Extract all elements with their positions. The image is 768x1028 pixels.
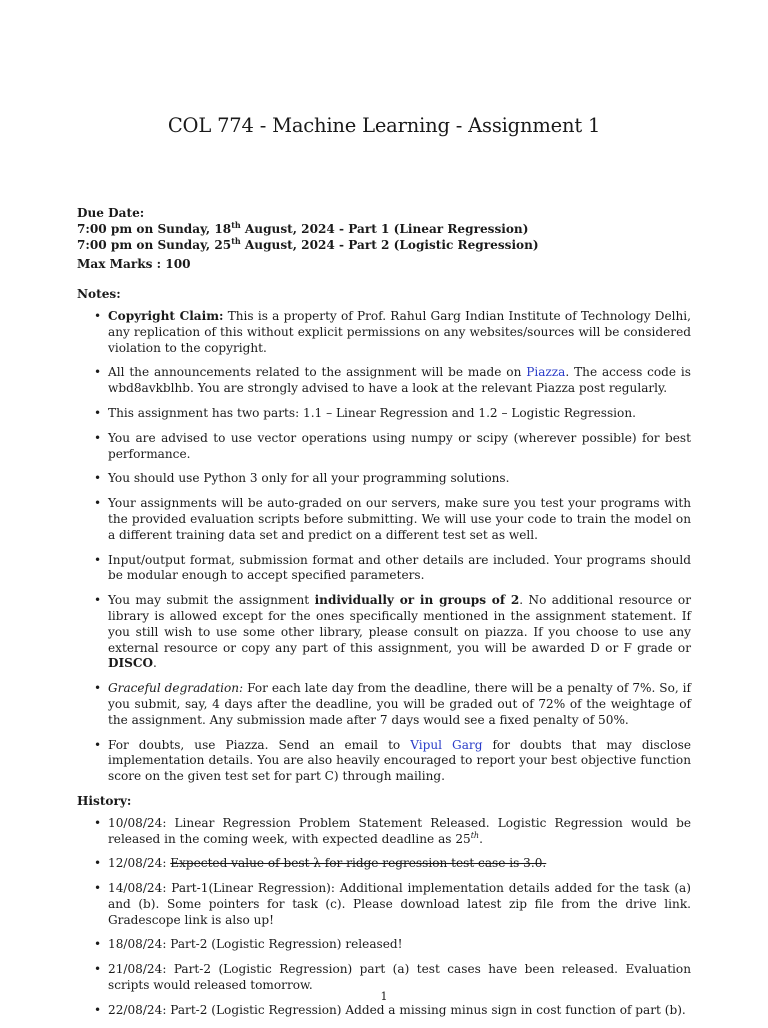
due-part1-ordinal: th	[231, 219, 241, 230]
announcements-text-rest: . The access code is wbd8avkblhb. You are strongly advised to have a look at the relevant Piazza post regularly.	[108, 365, 692, 396]
groups-text-mid: . No additional resource or library is allowed except for the ones specifically mentioned in the assignment statement. If you still wish to use some other library, please consult on piazza. If you choose to use any external resource or copy any part of this assignment, you will be awarded D or F grade or	[108, 593, 691, 655]
due-part2-ordinal: th	[231, 235, 241, 246]
graceful-degradation-label: Graceful degradation:	[108, 681, 244, 696]
doubts-text: For doubts, use Piazza. Send an email to	[108, 737, 411, 752]
history-item	[108, 856, 691, 872]
history-item: • 21/08/24: Part-2 (Logistic Regression) part (a) test cases have been released. Evaluation scripts would released tomorrow.	[108, 962, 691, 994]
copyright-claim-label: Copyright Claim:	[108, 308, 224, 323]
document-body	[77, 206, 691, 1028]
history-item: • 18/08/24: Part-2 (Logistic Regression) released!	[108, 937, 691, 953]
late-penalty-text: For each late day from the deadline, there will be a penalty of 7%. So, if you submit, say, 4 days after the deadline, you will be graded out of 72% of the weightage of the assignment. Any submission made after 7 days would see a fixed penalty of 50%.	[108, 681, 692, 727]
due-date-part2	[77, 235, 691, 254]
note-copyright	[108, 309, 691, 356]
disco-bold: DISCO	[108, 656, 154, 671]
due-part2-rest: August, 2024 - Part 2 (Logistic Regression)	[240, 237, 539, 252]
groups-bold: individually or in groups of 2	[314, 593, 520, 608]
note-doubts	[108, 738, 691, 785]
history-list	[77, 816, 691, 1019]
copyright-claim-text: This is a property of Prof. Rahul Garg Indian Institute of Technology Delhi, any replication of this without explicit permissions on any websites/sources will be considered violation to the copyright.	[108, 308, 691, 355]
history-item: • 22/08/24: Part-2 (Logistic Regression) Added a missing minus sign in cost function of part (b).	[108, 1003, 691, 1019]
due-date-part1	[77, 219, 691, 238]
history-1-text: 10/08/24: Linear Regression Problem Statement Released. Logistic Regression would be released in the coming week, with expected deadline as 25	[108, 815, 691, 846]
note-autograde: • Your assignments will be auto-graded on our servers, make sure you test your programs with the provided evaluation scripts before submitting. We will use your code to train the model on a different training data set and predict on a different test set as well.	[108, 496, 691, 543]
notes-heading: Notes:	[77, 287, 121, 302]
due-part2-text: 7:00 pm on Sunday, 25	[77, 237, 232, 252]
history-item	[108, 816, 691, 848]
note-two-parts: • This assignment has two parts: 1.1 – Linear Regression and 1.2 – Logistic Regression.	[108, 406, 691, 422]
vipul-garg-link[interactable]: Vipul Garg	[410, 737, 483, 752]
history-item: • 14/08/24: Part-1(Linear Regression): Additional implementation details added for the task (a) and (b). Some pointers for task (c). Please download latest zip file from the drive link. Gradescope link is also up!	[108, 881, 691, 928]
notes-list	[77, 309, 691, 785]
note-python3: • You should use Python 3 only for all your programming solutions.	[108, 471, 691, 487]
note-vector-ops: • You are advised to use vector operations using numpy or scipy (wherever possible) for best performance.	[108, 431, 691, 463]
document-title: COL 774 - Machine Learning - Assignment 1	[167, 114, 601, 137]
note-io-format: • Input/output format, submission format and other details are included. Your programs should be modular enough to accept specified parameters.	[108, 553, 691, 585]
note-groups	[108, 593, 691, 672]
due-date-block	[77, 206, 691, 273]
history-1-ordinal: th	[470, 830, 480, 840]
page-number: 1	[380, 990, 388, 1003]
history-2-struck-text: Expected value of best λ for ridge regression test case is 3.0.	[170, 856, 547, 871]
note-announcements	[108, 365, 691, 397]
groups-text: You may submit the assignment	[108, 593, 315, 608]
due-date-label: Due Date:	[77, 206, 145, 220]
piazza-link[interactable]: Piazza	[526, 365, 566, 380]
due-part1-rest: August, 2024 - Part 1 (Linear Regression)	[240, 221, 529, 236]
announcements-text: All the announcements related to the assignment will be made on	[108, 365, 527, 380]
max-marks: Max Marks : 100	[77, 257, 191, 272]
due-part1-text: 7:00 pm on Sunday, 18	[77, 221, 232, 236]
doubts-text-rest: for doubts that may disclose implementation details. You are also heavily encouraged to report your best objective function score on the given test set for part C) through mailing.	[108, 737, 692, 784]
history-2-date: 12/08/24:	[108, 856, 171, 871]
history-heading: History:	[77, 793, 132, 808]
groups-text-end: .	[153, 656, 157, 671]
note-late-penalty	[108, 681, 691, 728]
history-1-end: .	[479, 831, 483, 846]
